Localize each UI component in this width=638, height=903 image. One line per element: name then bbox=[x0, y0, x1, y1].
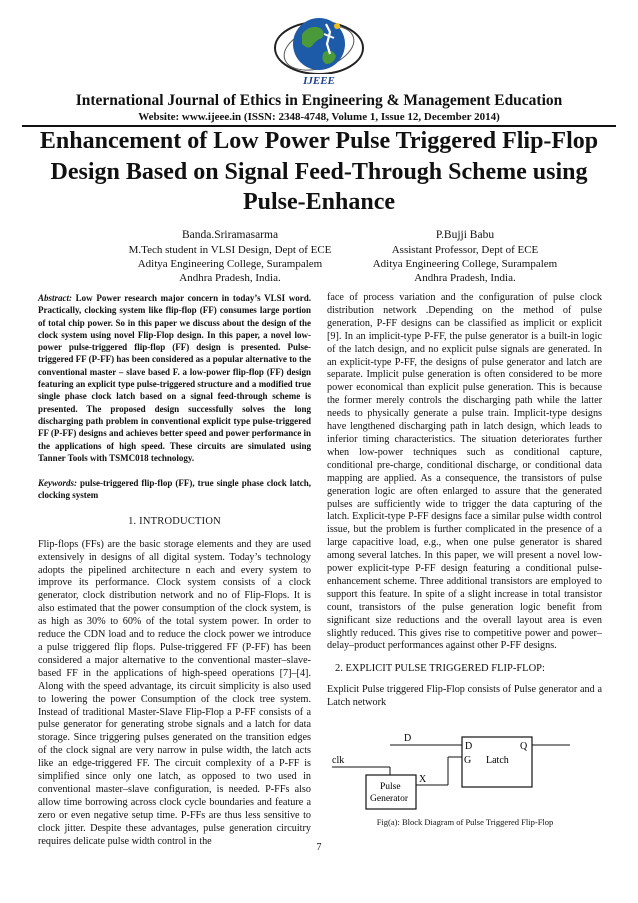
author-block-2 bbox=[340, 228, 590, 285]
author-name: P.Bujji Babu bbox=[435, 229, 495, 241]
author-block-1 bbox=[100, 228, 360, 285]
figure-caption: Fig(a): Block Diagram of Pulse Triggered Flip-Flop bbox=[376, 817, 554, 827]
journal-title: International Journal of Ethics in Engineering & Management Education bbox=[75, 92, 563, 109]
label-x: X bbox=[419, 774, 427, 785]
introduction-text: Flip-flops (FFs) are the basic storage elements and they are used extensively in designs of all digital system. Today’s technology adopts the pipelined architecture n each and every system to improve its performance. Clock system consists of a clock generator, clock distribution network and no of Flip-Flops. It is also estimated that the power consumption of the clock system, is as high as 30% to 60% of the total system power. In order to reduce the CDN load and to reduce the clock power we introduce a pulse triggered flip flops. Pulse-triggered FF (P-FF) has been considered a major alternative to the conventional master–slave-based FF in the applications of high-speed operations [7]–[4]. Along with the speed advantage, its circuit simplicity is also used to lowering the power Consumption of the clock tree system. Instead of traditional Master-Slave Flip-Flop a P-FF consists of a pulse generator for generating strobe signals and a latch for data storage. Since triggering pulses generated on the transition edges of the clock signal are very narrow in pulse width, the latch acts like an edge-triggered FF. The circuit complexity of a P-FF is simplified since only one latch, as opposed to two used in conventional master–slave configuration, is needed. P-FFs also allow time borrowing across clock cycle boundaries and feature a zero or even negative setup time. P-FFs are thus less sensitive to clock jitter. Despite these advantages, pulse generation circuitry requires delicate pulse width control in the bbox=[38, 538, 311, 847]
logo-text: IJEEE bbox=[303, 75, 335, 87]
paper-title: Enhancement of Low Power Pulse Triggered Flip-Flop Design Based on Signal Feed-Through Scheme using Pulse-Enhance bbox=[39, 128, 599, 215]
left-column bbox=[38, 292, 311, 849]
author-affiliation: Andhra Pradesh, India. bbox=[179, 272, 281, 284]
keywords-text: pulse-triggered flip-flop (FF), true single phase clock latch, clocking system bbox=[38, 478, 311, 501]
block-diagram-figure bbox=[330, 733, 600, 825]
author-affiliation: Assistant Professor, Dept of ECE bbox=[391, 244, 539, 256]
label-g: G bbox=[464, 755, 472, 766]
abstract-label: Abstract: bbox=[38, 293, 73, 303]
label-generator: Generator bbox=[370, 794, 408, 804]
label-q: Q bbox=[520, 741, 528, 752]
author-affiliation: Aditya Engineering College, Surampalem bbox=[137, 258, 323, 270]
section-heading-explicit-pff: 2. EXPLICIT PULSE TRIGGERED FLIP-FLOP: bbox=[335, 663, 545, 675]
keywords-label: Keywords: bbox=[38, 478, 77, 489]
author-affiliation: Aditya Engineering College, Surampalem bbox=[372, 258, 558, 270]
right-column bbox=[327, 292, 602, 710]
label-latch: Latch bbox=[486, 755, 509, 766]
explicit-pff-text: Explicit Pulse triggered Flip-Flop consists of Pulse generator and a Latch network bbox=[327, 684, 602, 709]
page-number: 7 bbox=[316, 842, 322, 853]
author-name: Banda.Sriramasarma bbox=[181, 229, 279, 241]
label-d-port: D bbox=[465, 741, 473, 752]
author-affiliation: Andhra Pradesh, India. bbox=[414, 272, 516, 284]
label-clk: clk bbox=[332, 755, 345, 766]
label-pulse: Pulse bbox=[380, 782, 401, 792]
keywords bbox=[38, 477, 311, 502]
journal-logo bbox=[266, 4, 372, 92]
section-heading-introduction: 1. INTRODUCTION bbox=[128, 515, 221, 527]
abstract-text: Low Power research major concern in today’s VLSI word. Practically, clocking system like flip-flop (FF) consumes large portion of total chip power. So in this paper we discuss about the design of the clock system using novel Flip-Flop design. In this paper, a novel low-power pulse-triggered flip-flop (FF) design is presented. Pulse- triggered FF (P-FF) has been considered as a popular alternative to the conventional master – slave based F. a low-power flip-flop (FF) design featuring an explicit type pulse-triggered structure and a modified true single phase clock latch based on a signal feed-through scheme is presented. The proposed design successfully solves the long discharging path problem in conventional explicit type pulse-triggered FF (P-FF) designs and achieves better speed and power performance in the applications of high speed. These circuits are simulated using Tanner Tools with TSMC018 technology. bbox=[38, 293, 311, 463]
right-column-text: face of process variation and the configuration of pulse clock distribution network .Depending on the method of pulse generation, P-FF designs can be classified as implicit or explicit [9]. In an implicit-type P-FF, the pulse generator is a built-in logic of the latch design, and no explicit pulse signals are generated. In an explicit-type P-FF, the designs of pulse generator and latch are separate. Implicit pulse generation is often considered to be more power economical than explicit pulse generation. This is because the former merely controls the discharging path while the latter needs to physically generate a pulse train. Implicit-type designs have lengthened discharging path in latch design, which leads to inferior timing characteristics. The situation deteriorates further when low-power techniques such as conditional capture, conditional pre-charge, conditional discharge, or conditional data mapping are applied. As a consequence, the transistors of pulse generation logic are often enlarged to assure that the generated pulses are sufficiently wide to trigger the data capturing of the latch. Explicit-type P-FF designs face a similar pulse width control issue, but the problem is further complicated in the presence of a large capacitive load, e.g., when one pulse generator is shared among several latches. In this paper, we will present a novel low-power explicit-type P-FF design featuring a conditional pulse-enhancement scheme. Three additional transistors are employed to support this feature. In spite of a slight increase in total transistor count, transistors of the pulse generation logic benefit from significant size reductions and the overall layout area is even slightly reduced. This gives rise to competitive power and power–delay–product performances against other P-FF designs. bbox=[327, 292, 602, 652]
abstract bbox=[38, 292, 311, 464]
author-affiliation: M.Tech student in VLSI Design, Dept of ECE bbox=[128, 244, 332, 256]
label-d-input: D bbox=[404, 733, 412, 744]
journal-website-line: Website: www.ijeee.in (ISSN: 2348-4748, Volume 1, Issue 12, December 2014) bbox=[138, 111, 500, 123]
